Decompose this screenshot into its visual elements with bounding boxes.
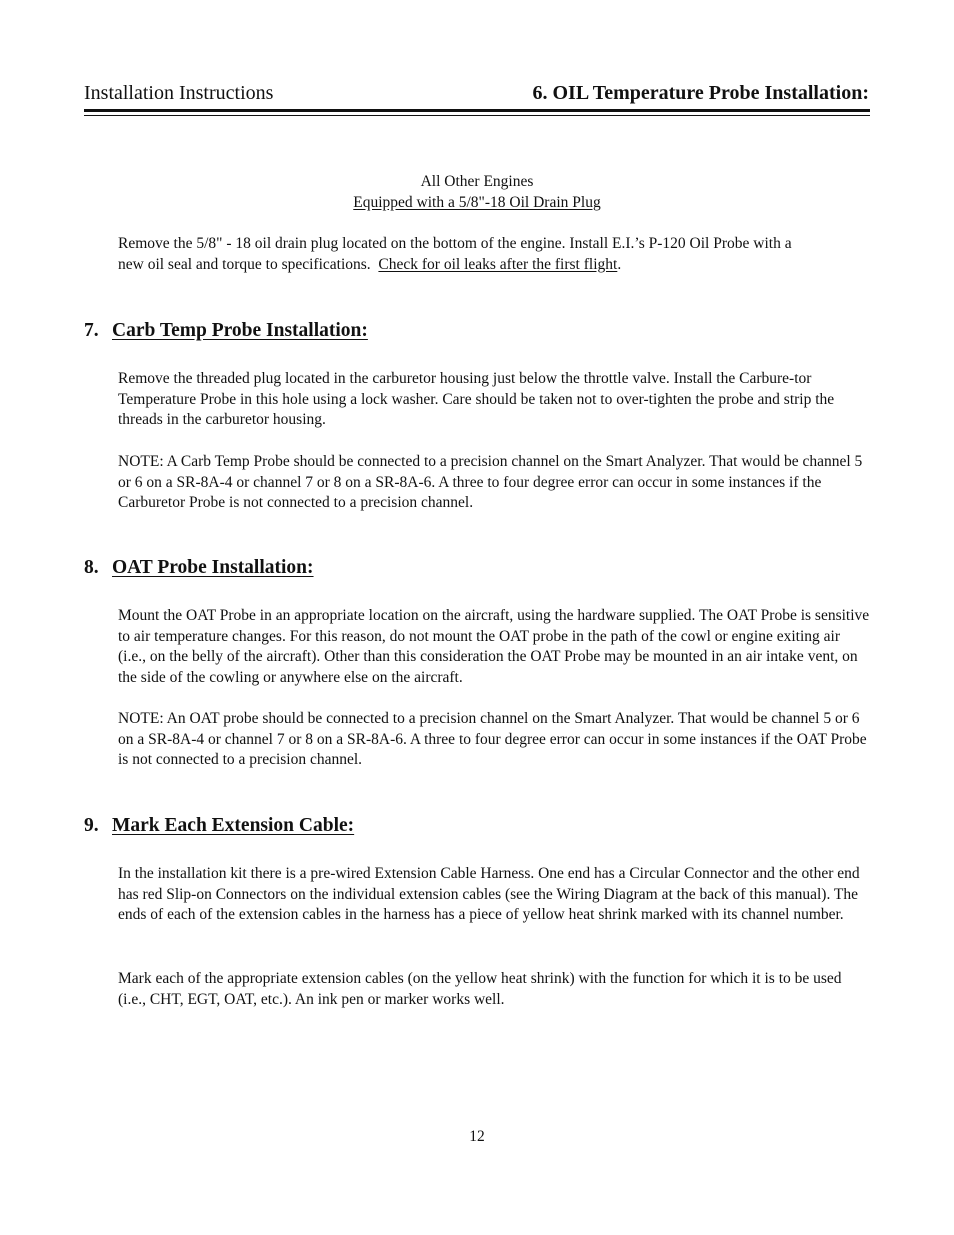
section-7-note: NOTE: A Carb Temp Probe should be connected to a precision channel on the Smart Analyzer. That would be channel 5 or 6 on a SR-8A-4 or channel 7 or 8 on a SR-8A-6. A three to four degree error can occur in some instances if the Carburetor Probe is not connected to a precision channel. — [118, 453, 863, 512]
section-8-number: 8. — [84, 557, 99, 578]
oil-leak-warning: Check for oil leaks after the first flight — [378, 255, 618, 273]
oil-paragraph-line2 — [118, 255, 870, 276]
section-8-title: OAT Probe Installation: — [112, 557, 314, 578]
oil-line2-end: . — [617, 255, 622, 273]
oil-paragraph — [118, 234, 870, 275]
section-7-paragraph-1: Remove the threaded plug located in the carburetor housing just below the throttle valve. Install the Carbure-tor Temperature Probe in this hole using a lock washer. Care should be taken not to over-tighten the probe and strip the threads in the carburetor housing. — [118, 370, 835, 429]
oil-line2-start: new oil seal and torque to specifications. — [118, 255, 379, 273]
section-8-paragraph-1: Mount the OAT Probe in an appropriate location on the aircraft, using the hardware supplied. The OAT Probe is sensitive to air temperature changes. For this reason, do not mount the OAT probe in the path of the cowl or engine exiting air (i.e., on the belly of the aircraft). Other than this consideration the OAT Probe may be mounted in an air intake vent, on the side of the cowling or anywhere else on the aircraft. — [118, 607, 870, 686]
section-9-paragraph-2: Mark each of the appropriate extension cables (on the yellow heat shrink) with the function for which it is to be used (i.e., CHT, EGT, OAT, etc.). An ink pen or marker works well. — [118, 970, 842, 1008]
oil-subtitle-underlined-wrap — [0, 194, 954, 212]
oil-subtitle: All Other Engines — [420, 173, 534, 190]
section-9-paragraph-1: In the installation kit there is a pre-wired Extension Cable Harness. One end has a Circular Connector and the other end has red Slip-on Connectors on the individual extension cables (see the Wiring Diagram at the back of this manual). The ends of each of the extension cables in the harness has a piece of yellow heat shrink marked with its channel number. — [118, 865, 860, 924]
section-9-number: 9. — [84, 815, 99, 836]
header-rule-thick — [84, 109, 870, 112]
oil-subtitle-underlined: Equipped with a 5/8"-18 Oil Drain Plug — [353, 194, 601, 211]
section-8-note: NOTE: An OAT probe should be connected to a precision channel on the Smart Analyzer. That would be channel 5 or 6 on a SR-8A-4 or channel 7 or 8 on a SR-8A-6. A three to four degree error can occur in some instances if the OAT Probe is not connected to a precision channel. — [118, 710, 867, 769]
oil-paragraph-line1: Remove the 5/8" - 18 oil drain plug located on the bottom of the engine. Install E.I.’s P-120 Oil Probe with a — [118, 235, 792, 252]
header-left-title: Installation Instructions — [84, 82, 274, 104]
header-section-title: 6. OIL Temperature Probe Installation: — [532, 82, 869, 104]
section-7-title: Carb Temp Probe Installation: — [112, 320, 368, 341]
section-7-number: 7. — [84, 320, 99, 341]
section-9-title: Mark Each Extension Cable: — [112, 815, 355, 836]
section-8-heading — [84, 557, 314, 579]
page-number: 12 — [469, 1128, 485, 1145]
header-rule-thin — [84, 115, 870, 116]
section-7-heading — [84, 320, 368, 342]
section-9-heading — [84, 815, 354, 837]
